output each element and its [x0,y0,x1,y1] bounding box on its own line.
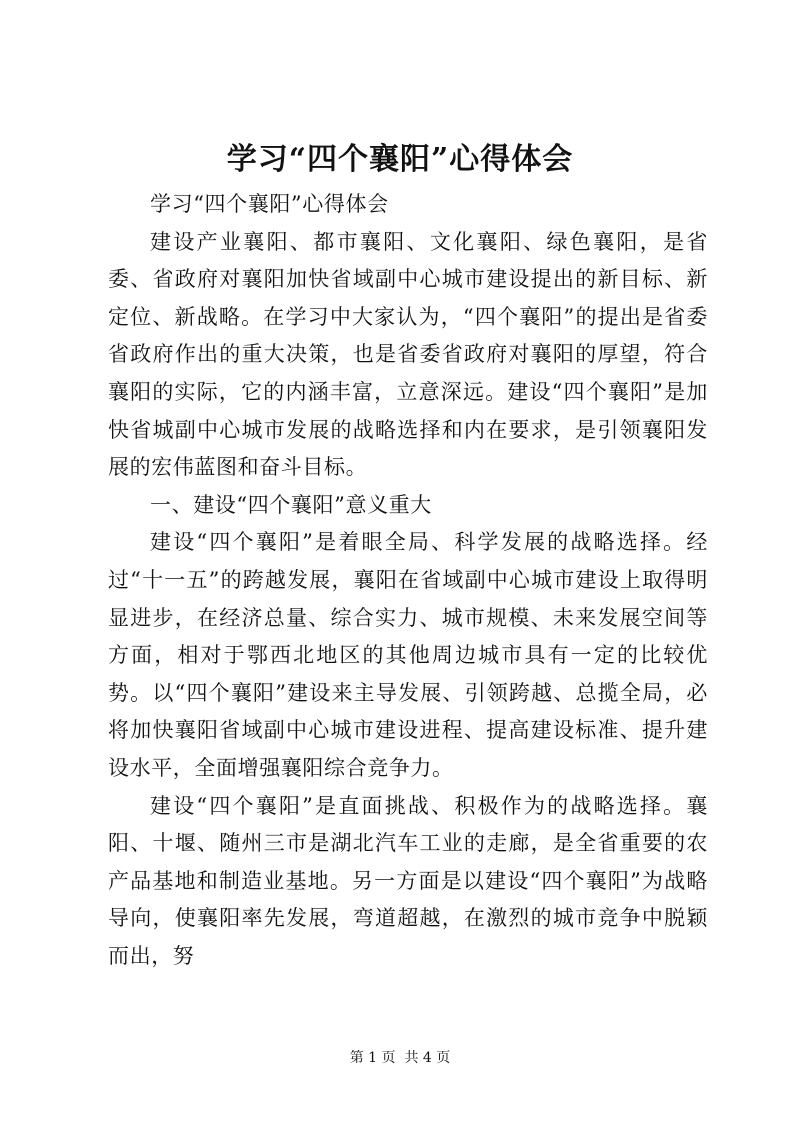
section-heading: 一、建设“四个襄阳”意义重大 [150,492,432,517]
paragraph-subtitle: 学习“四个襄阳”心得体会 [150,192,389,216]
page-number: 第 1 页 共 4 页 [349,1050,451,1066]
page-footer [0,1048,800,1068]
document-title: 学习“四个襄阳”心得体会 [226,142,574,177]
paragraph-significance: 建设“四个襄阳”是着眼全局、科学发展的战略选择。经过“十一五”的跨越发展，襄阳在省域副中心城市建设上取得明显进步，在经济总量、综合实力、城市规模、未来发展空间等方面，相对于鄂西北地区的其他周边城市具有一定的比较优势。以“四个襄阳”建设来主导发展、引领跨越、总揽全局，必将加快襄阳省域副中心城市建设进程、提高建设标准、提升建设水平，全面增强襄阳综合竞争力。 [108,530,708,780]
paragraph-intro: 建设产业襄阳、都市襄阳、文化襄阳、绿色襄阳，是省委、省政府对襄阳加快省域副中心城市建设提出的新目标、新定位、新战略。在学习中大家认为，“四个襄阳”的提出是省委省政府作出的重大决策，也是省委省政府对襄阳的厚望，符合襄阳的实际，它的内涵丰富，立意深远。建设“四个襄阳”是加快省城副中心城市发展的战略选择和内在要求，是引领襄阳发展的宏伟蓝图和奋斗目标。 [108,229,708,480]
document-body [108,186,708,975]
paragraph-challenge: 建设“四个襄阳”是直面挑战、积极作为的战略选择。襄阳、十堰、随州三市是湖北汽车工业的走廊，是全省重要的农产品基地和制造业基地。另一方面是以建设“四个襄阳”为战略导向，使襄阳率先发展，弯道超越，在激烈的城市竞争中脱颖而出，努 [108,793,708,968]
